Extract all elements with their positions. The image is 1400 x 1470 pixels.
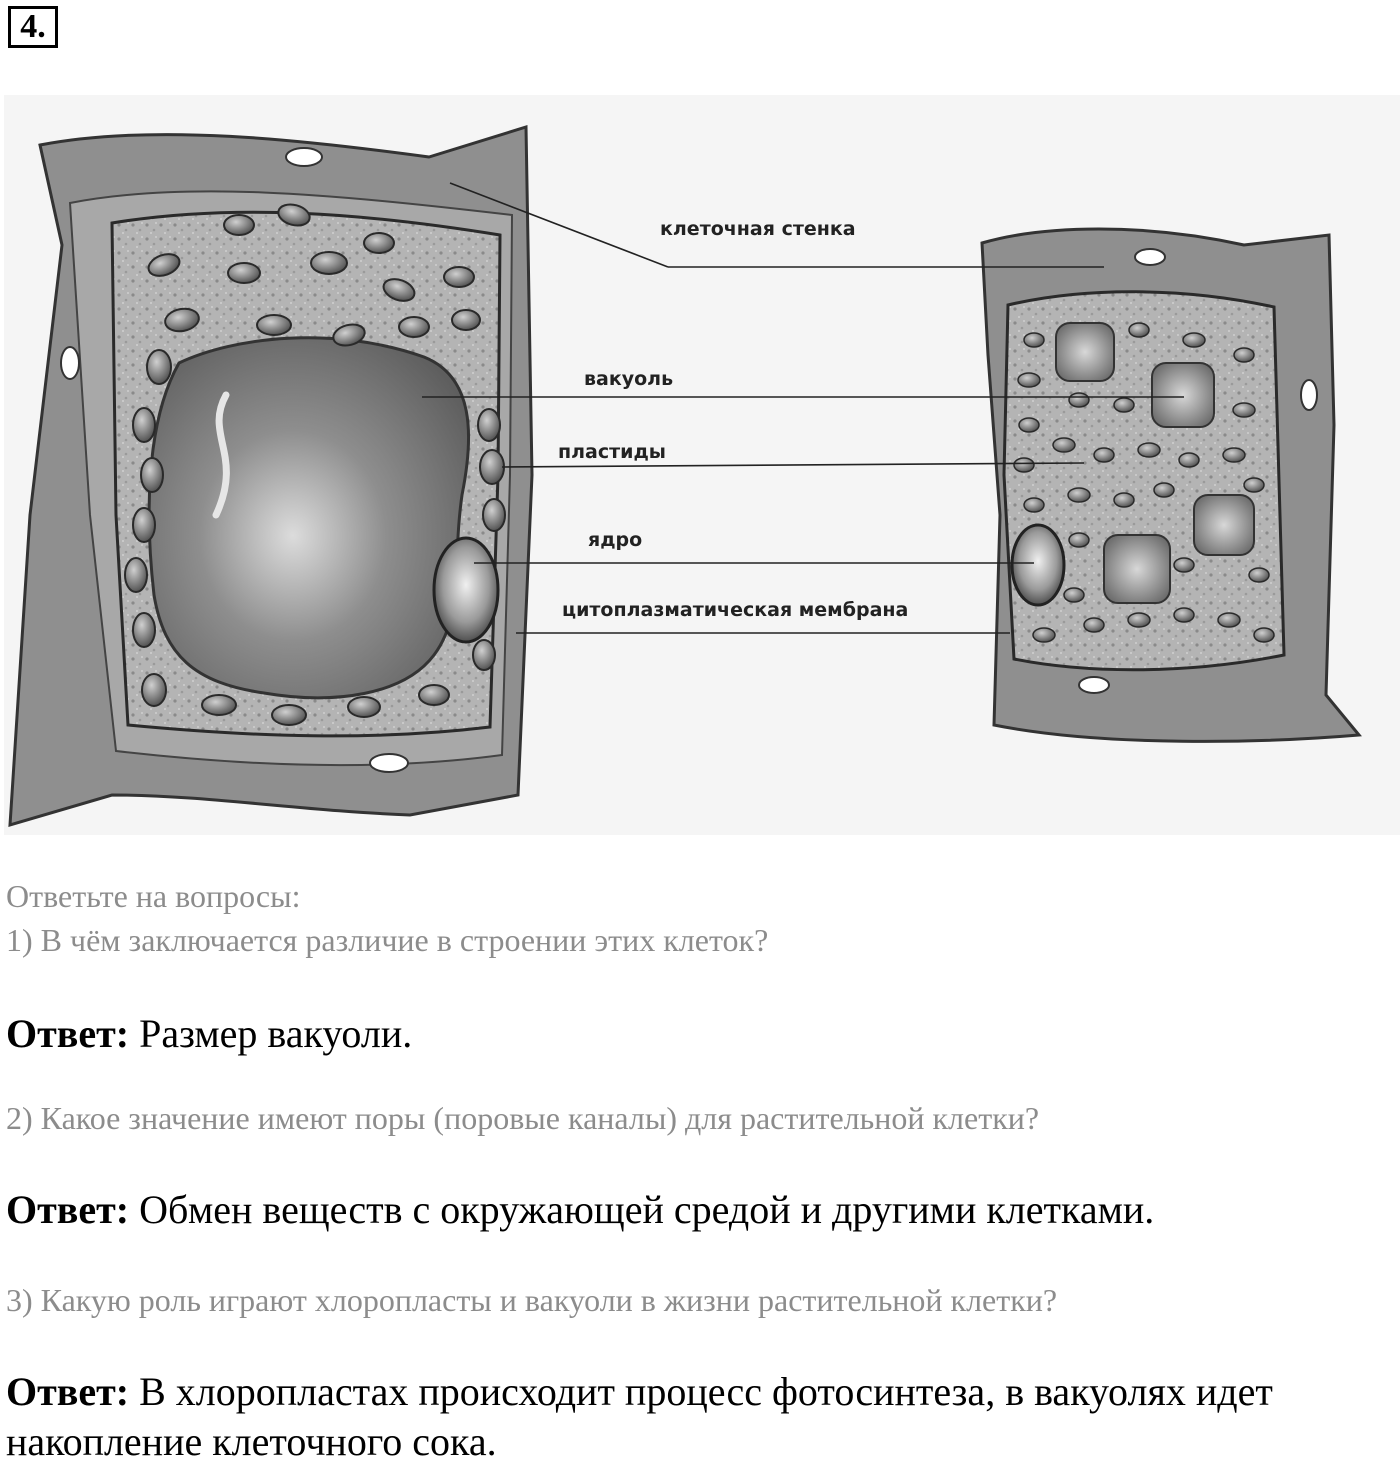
label-plastids: пластиды bbox=[558, 441, 666, 463]
answer-1-text: Размер вакуоли. bbox=[139, 1011, 413, 1056]
label-cell-wall: клеточная стенка bbox=[660, 218, 856, 240]
answer-3-line2: накопление клеточного сока. bbox=[6, 1419, 497, 1464]
answer-2 bbox=[6, 1182, 1154, 1238]
answer-label: Ответ: bbox=[6, 1011, 130, 1056]
label-membrane: цитоплазматическая мембрана bbox=[562, 599, 909, 621]
label-nucleus: ядро bbox=[588, 529, 643, 551]
nucleus bbox=[1012, 525, 1064, 605]
pore-icon bbox=[1079, 677, 1109, 693]
answer-2-text: Обмен веществ с окружающей средой и другими клетками. bbox=[139, 1187, 1155, 1232]
pore-icon bbox=[286, 148, 322, 166]
pore-icon bbox=[61, 347, 79, 379]
question-1: 1) В чём заключается различие в строении этих клеток? bbox=[6, 922, 769, 958]
answer-3-text-line1: В хлоропластах происходит процесс фотосинтеза, в вакуолях идет bbox=[139, 1369, 1273, 1414]
question-3: 3) Какую роль играют хлоропласты и вакуоли в жизни растительной клетки? bbox=[6, 1282, 1058, 1318]
questions-intro: Ответьте на вопросы: bbox=[6, 878, 301, 914]
nucleus bbox=[434, 538, 498, 642]
plant-cells-figure bbox=[4, 95, 1400, 835]
task-number: 4. bbox=[8, 6, 58, 48]
pore-icon bbox=[370, 754, 408, 772]
label-vacuole: вакуоль bbox=[584, 368, 674, 390]
pore-icon bbox=[1301, 380, 1317, 410]
pore-icon bbox=[1135, 249, 1165, 265]
large-cell bbox=[10, 127, 532, 825]
question-2: 2) Какое значение имеют поры (поровые каналы) для растительной клетки? bbox=[6, 1100, 1040, 1136]
answer-3 bbox=[6, 1364, 1273, 1420]
vacuole bbox=[149, 338, 468, 698]
answer-1 bbox=[6, 1006, 412, 1062]
small-cell bbox=[982, 229, 1359, 741]
answer-label: Ответ: bbox=[6, 1369, 130, 1414]
answer-label: Ответ: bbox=[6, 1187, 130, 1232]
